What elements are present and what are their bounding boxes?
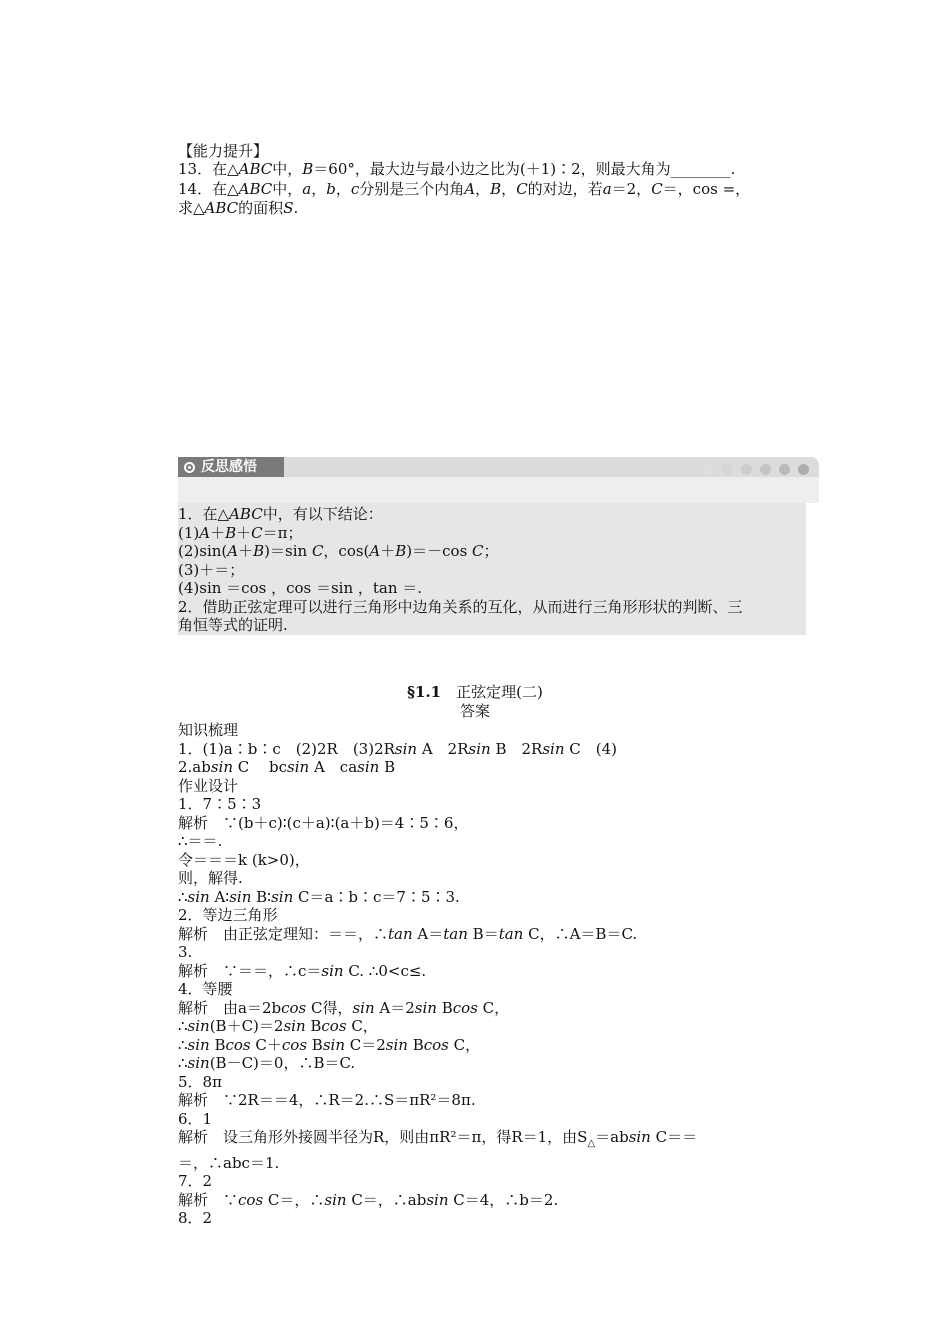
dot-icon [703,464,714,475]
answer-line: ∴sin(B－C)＝0，∴B＝C. [178,1054,356,1072]
answer-line: 则，解得. [178,869,243,887]
reflection-line: (2)sin(A＋B)＝sin C，cos(A＋B)＝－cos C； [178,542,499,560]
answer-line: 解析 ∵2R＝＝4，∴R＝2.∴S＝πR²＝8π. [178,1091,476,1109]
dot-icon [779,464,790,475]
answer-line: 解析 ∵cos C＝，∴sin C＝，∴absin C＝4，∴b＝2. [178,1190,559,1209]
answer-line: 解析 ∵＝＝，∴c＝sin C. ∴0<c≤. [178,961,427,980]
answer-line: 解析 ∵(b＋c)∶(c＋a)∶(a＋b)＝4∶5∶6， [178,813,469,832]
answer-line: 作业设计 [178,776,239,795]
answer-line: ∴sin Bcos C＋cos Bsin C＝2sin Bcos C， [178,1035,481,1054]
reflection-line: (4)sin ＝cos ，cos ＝sin ，tan ＝. [178,579,423,597]
answer-line: 令＝＝＝k (k>0)， [178,850,310,869]
answer-line: 1．7∶5∶3 [178,795,262,813]
answer-line: ∴sin(B＋C)＝2sin Bcos C， [178,1017,378,1035]
reflection-line: 角恒等式的证明. [178,616,288,634]
section-heading: 【能力提升】 [178,142,269,160]
circle-bullet-icon [184,462,195,473]
question-14-line-1: 14．在△ABC中，a，b，c分别是三个内角A，B，C的对边，若a＝2，C＝，cos =， [178,180,751,198]
answers-subtitle: 答案 [459,702,490,720]
dot-icon [798,464,809,475]
reflection-spacer [178,477,819,503]
reflection-header-bar [178,457,819,477]
answer-line: 3. [178,943,193,961]
reflection-tab-label: 反思感悟 [201,459,257,475]
answer-line: 4．等腰 [178,980,233,998]
question-13: 13．在△ABC中，B＝60°，最大边与最小边之比为(＋1)∶2，则最大角为________. [178,160,736,178]
answer-line: 解析 由正弦定理知：＝＝，∴tan A＝tan B＝tan C，∴A＝B＝C. [178,924,638,943]
answer-line: ∴sin A∶sin B∶sin C＝a∶b∶c＝7∶5∶3. [178,887,460,906]
reflection-tab [178,457,284,477]
reflection-line: (3)＋＝； [178,560,245,579]
answer-line: 解析 由a＝2bcos C得，sin A＝2sin Bcos C， [178,998,510,1017]
reflection-line: 1．在△ABC中，有以下结论： [178,505,383,523]
answer-line: 5．8π [178,1072,222,1091]
answer-line: 知识梳理 [178,721,239,739]
answer-line: ＝，∴abc＝1. [178,1153,280,1172]
answer-line: 1．(1)a∶b∶c (2)2R (3)2Rsin A 2Rsin B 2Rsin C (4) [178,739,617,758]
answer-line: 解析 设三角形外接圆半径为R，则由πR²＝π，得R＝1，由$S_\triangle=absin$ C＝＝ [178,1128,698,1149]
answer-line: 2．等边三角形 [178,906,278,924]
question-14-line-2: 求△ABC的面积S. [178,199,299,217]
dot-icon [722,464,733,475]
dot-icon [760,464,771,475]
reflection-content [178,503,806,635]
answer-line: 6．1 [178,1109,213,1128]
dot-icon [741,464,752,475]
reflection-line: (1)A＋B＋C＝π； [178,523,303,542]
answers-title: §1.1 正弦定理(二) [407,683,543,701]
answer-line: 2.absin C bcsin A casin B [178,758,396,776]
answer-line: 7．2 [178,1172,213,1190]
answers-body [178,721,697,1228]
reflection-line: 2．借助正弦定理可以进行三角形中边角关系的互化，从而进行三角形形状的判断、三 [178,597,743,616]
answer-line: 8．2 [178,1209,213,1227]
answer-line: ∴＝＝. [178,832,223,850]
